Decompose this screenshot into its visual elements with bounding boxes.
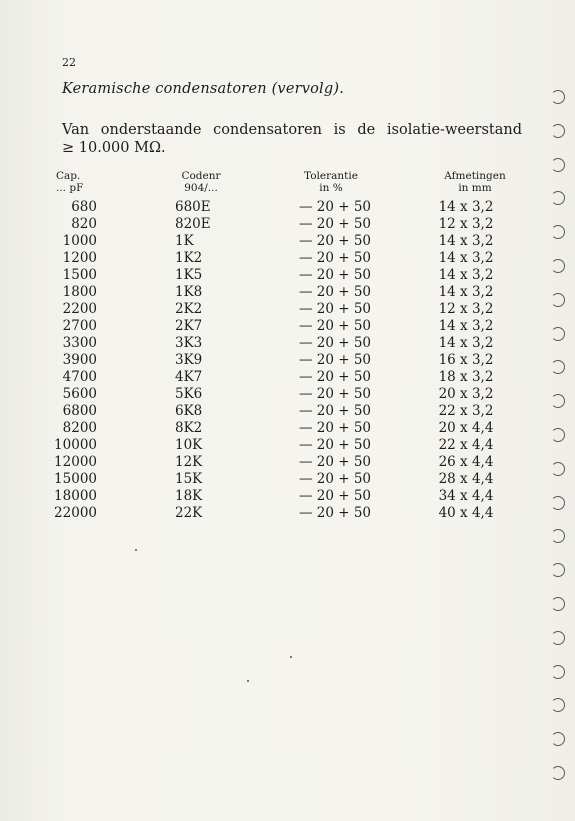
table-row [0, 267, 575, 284]
capacitor-table [0, 199, 575, 522]
cell-code: 1K [175, 233, 194, 249]
cell-dimensions: 18 x 3,2 [438, 369, 494, 385]
cell-code: 4K7 [175, 369, 203, 385]
cell-tolerance: — 20 + 50 [298, 454, 372, 470]
cell-tolerance: — 20 + 50 [298, 267, 372, 283]
cell-dimensions: 26 x 4,4 [438, 454, 494, 470]
cell-code: 12K [175, 454, 203, 470]
column-header-cap-line2: ... pF [56, 182, 84, 194]
column-header-code-line2: 904/... [184, 182, 218, 194]
table-row [0, 369, 575, 386]
cell-dimensions: 12 x 3,2 [438, 216, 494, 232]
column-header-cap-line1: Cap. [56, 170, 81, 182]
column-header-tolerance-line1: Tolerantie [304, 170, 358, 182]
table-row [0, 352, 575, 369]
cell-dimensions: 16 x 3,2 [438, 352, 494, 368]
table-row [0, 471, 575, 488]
binder-holes [547, 90, 565, 810]
cell-dimensions: 22 x 4,4 [438, 437, 494, 453]
cell-dimensions: 40 x 4,4 [438, 505, 494, 521]
cell-dimensions: 20 x 4,4 [438, 420, 494, 436]
cell-capacitance: 22000 [54, 505, 97, 521]
cell-capacitance: 18000 [54, 488, 97, 504]
cell-code: 10K [175, 437, 203, 453]
table-row [0, 250, 575, 267]
cell-code: 680E [175, 199, 211, 215]
cell-dimensions: 14 x 3,2 [438, 199, 494, 215]
cell-tolerance: — 20 + 50 [298, 369, 372, 385]
cell-tolerance: — 20 + 50 [298, 301, 372, 317]
table-row [0, 199, 575, 216]
table-row [0, 403, 575, 420]
cell-code: 5K6 [175, 386, 203, 402]
binder-ring [551, 124, 565, 138]
table-row [0, 301, 575, 318]
print-speck [290, 656, 292, 658]
cell-capacitance: 1500 [62, 267, 97, 283]
cell-capacitance: 1000 [62, 233, 97, 249]
cell-tolerance: — 20 + 50 [298, 488, 372, 504]
cell-code: 15K [175, 471, 203, 487]
binder-ring [551, 259, 565, 273]
table-row [0, 505, 575, 522]
cell-tolerance: — 20 + 50 [298, 233, 372, 249]
cell-capacitance: 1200 [62, 250, 97, 266]
binder-ring [551, 428, 565, 442]
binder-ring [551, 360, 565, 374]
cell-capacitance: 8200 [62, 420, 97, 436]
cell-dimensions: 14 x 3,2 [438, 233, 494, 249]
cell-dimensions: 14 x 3,2 [438, 284, 494, 300]
binder-ring [551, 191, 565, 205]
cell-tolerance: — 20 + 50 [298, 318, 372, 334]
section-title: Keramische condensatoren (vervolg). [62, 81, 345, 97]
cell-code: 6K8 [175, 403, 203, 419]
intro-paragraph [62, 121, 522, 157]
cell-capacitance: 3300 [62, 335, 97, 351]
cell-tolerance: — 20 + 50 [298, 420, 372, 436]
cell-dimensions: 22 x 3,2 [438, 403, 494, 419]
binder-ring [551, 496, 565, 510]
cell-capacitance: 3900 [62, 352, 97, 368]
column-header-tolerance-line2: in % [319, 182, 343, 194]
cell-dimensions: 14 x 3,2 [438, 250, 494, 266]
table-row [0, 386, 575, 403]
cell-code: 2K2 [175, 301, 203, 317]
column-header-code-line1: Codenr [181, 170, 221, 182]
binder-ring [551, 90, 565, 104]
cell-code: 1K2 [175, 250, 203, 266]
cell-dimensions: 34 x 4,4 [438, 488, 494, 504]
binder-ring [551, 766, 565, 780]
cell-tolerance: — 20 + 50 [298, 386, 372, 402]
binder-ring [551, 698, 565, 712]
column-header-cap [56, 170, 96, 194]
cell-tolerance: — 20 + 50 [298, 250, 372, 266]
cell-tolerance: — 20 + 50 [298, 403, 372, 419]
cell-tolerance: — 20 + 50 [298, 216, 372, 232]
table-row [0, 454, 575, 471]
cell-capacitance: 2700 [62, 318, 97, 334]
binder-ring [551, 631, 565, 645]
cell-capacitance: 1800 [62, 284, 97, 300]
cell-capacitance: 820 [71, 216, 97, 232]
cell-dimensions: 28 x 4,4 [438, 471, 494, 487]
intro-line-2: ≥ 10.000 MΩ. [62, 140, 166, 156]
cell-capacitance: 4700 [62, 369, 97, 385]
table-row [0, 318, 575, 335]
column-header-code [166, 170, 236, 194]
cell-capacitance: 10000 [54, 437, 97, 453]
binder-ring [551, 462, 565, 476]
binder-ring [551, 327, 565, 341]
cell-code: 2K7 [175, 318, 203, 334]
cell-tolerance: — 20 + 50 [298, 352, 372, 368]
column-header-dimensions [430, 170, 520, 194]
cell-code: 3K3 [175, 335, 203, 351]
page-number: 22 [62, 56, 76, 69]
cell-dimensions: 14 x 3,2 [438, 335, 494, 351]
binder-ring [551, 732, 565, 746]
cell-dimensions: 14 x 3,2 [438, 318, 494, 334]
cell-code: 18K [175, 488, 203, 504]
cell-capacitance: 2200 [62, 301, 97, 317]
cell-capacitance: 6800 [62, 403, 97, 419]
binder-ring [551, 529, 565, 543]
cell-code: 1K5 [175, 267, 203, 283]
binder-ring [551, 665, 565, 679]
table-row [0, 420, 575, 437]
cell-tolerance: — 20 + 50 [298, 437, 372, 453]
table-row [0, 335, 575, 352]
cell-code: 820E [175, 216, 211, 232]
binder-ring [551, 597, 565, 611]
cell-tolerance: — 20 + 50 [298, 284, 372, 300]
binder-ring [551, 394, 565, 408]
table-row [0, 216, 575, 233]
cell-code: 22K [175, 505, 203, 521]
cell-code: 3K9 [175, 352, 203, 368]
binder-ring [551, 563, 565, 577]
binder-ring [551, 158, 565, 172]
cell-code: 8K2 [175, 420, 203, 436]
table-row [0, 284, 575, 301]
column-header-dimensions-line2: in mm [458, 182, 492, 194]
cell-dimensions: 14 x 3,2 [438, 267, 494, 283]
table-row [0, 233, 575, 250]
cell-capacitance: 12000 [54, 454, 97, 470]
column-header-tolerance [296, 170, 366, 194]
binder-ring [551, 225, 565, 239]
cell-code: 1K8 [175, 284, 203, 300]
cell-tolerance: — 20 + 50 [298, 471, 372, 487]
print-speck [247, 680, 249, 682]
table-row [0, 488, 575, 505]
cell-dimensions: 12 x 3,2 [438, 301, 494, 317]
cell-capacitance: 680 [71, 199, 97, 215]
cell-capacitance: 5600 [62, 386, 97, 402]
cell-dimensions: 20 x 3,2 [438, 386, 494, 402]
cell-tolerance: — 20 + 50 [298, 199, 372, 215]
intro-line-1: Van onderstaande condensatoren is de isolatie-weerstand [62, 122, 522, 138]
print-speck [135, 549, 137, 551]
column-header-dimensions-line1: Afmetingen [444, 170, 506, 182]
cell-tolerance: — 20 + 50 [298, 335, 372, 351]
cell-capacitance: 15000 [54, 471, 97, 487]
table-row [0, 437, 575, 454]
binder-ring [551, 293, 565, 307]
cell-tolerance: — 20 + 50 [298, 505, 372, 521]
